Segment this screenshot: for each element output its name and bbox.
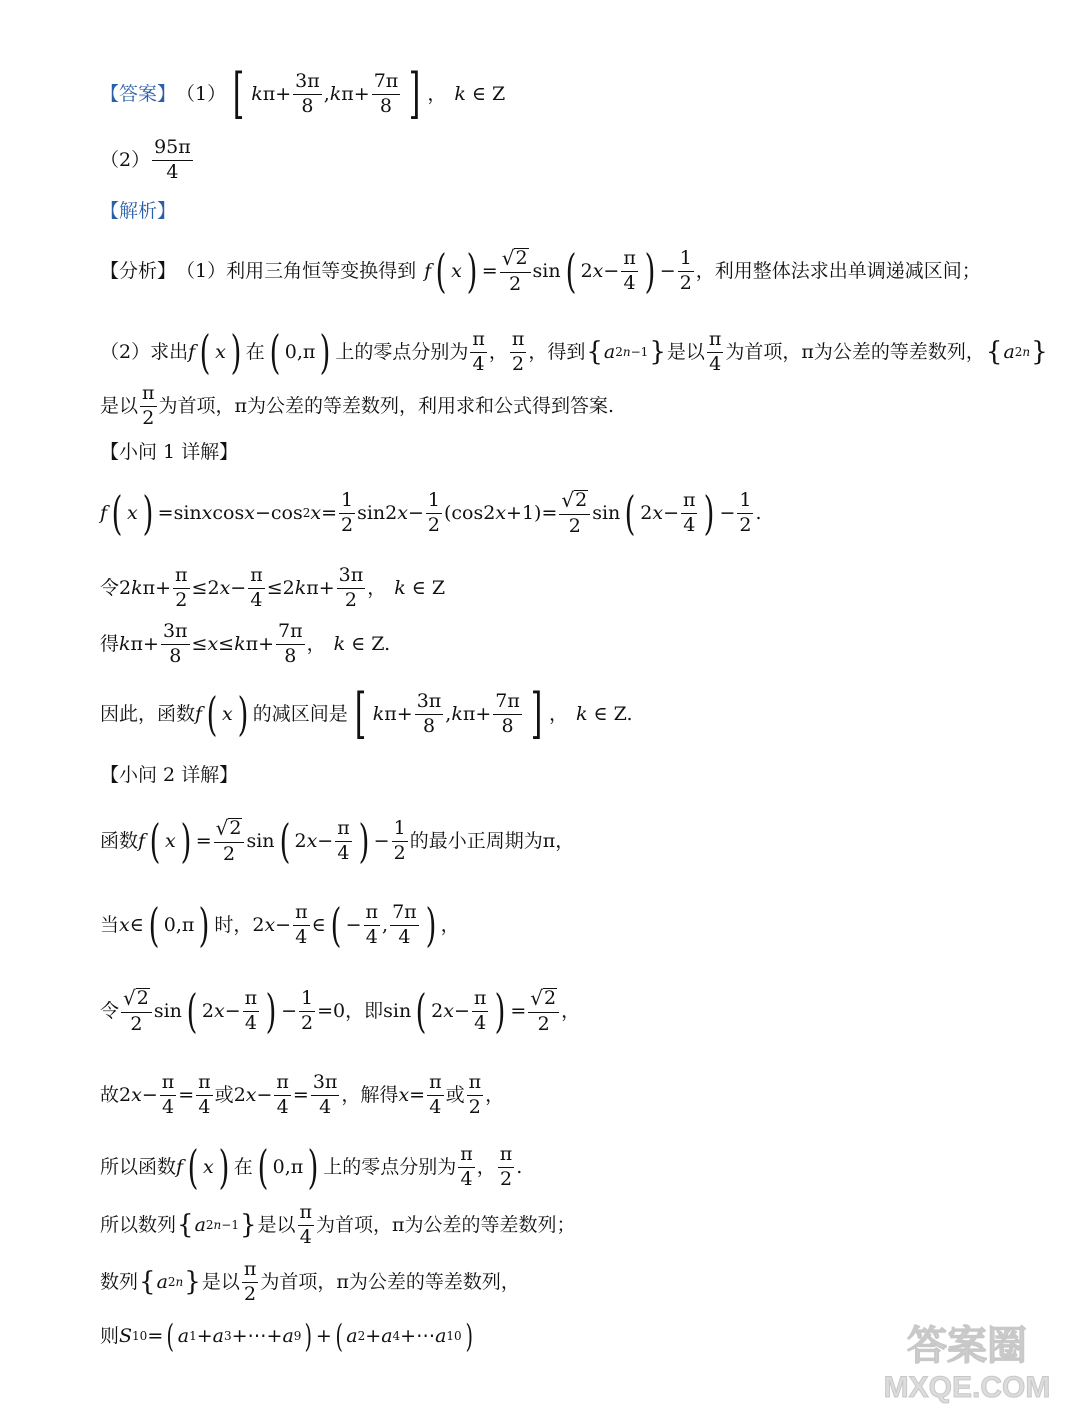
part2-marker: （2）	[100, 148, 151, 171]
watermark-bottom-text: MXQE.COM	[883, 1371, 1051, 1404]
q2-seq-odd-line: 所以数列 { a 2n−1 } 是以 $\frac{\pi}{4}$ 为首项， π 为公差的等差数列；	[100, 1201, 576, 1248]
q2-period-line: 函数 f ( x ) = √ 2 2 sin ( 2 x − $\frac{\pi}{4}$ ) − $\frac{1}{2}$ 的最小正周期为 π，	[100, 813, 575, 868]
part1-marker: （1）	[176, 82, 227, 105]
q2-range-line: 当 x ∈ ( 0,π ) 时， 2 x − $\frac{\pi}{4}$ ∈ ( − $\frac{\pi}{4}$ , $\frac{7\pi}{4}$ ) ，	[100, 897, 460, 952]
fenxi-line1: 【分析】 （1）利用三角恒等变换得到 f ( x ) = √ 2 2 sin ( 2 x − $\frac{\pi}{4}$ ) − $\frac{1}{2}$ ，利用整体法求出单调递减区间；	[100, 243, 981, 298]
q1-detail-label: 【小问 1 详解】	[100, 441, 239, 463]
q1-de-line: 得 k π+ $\frac{3\pi}{8}$ ≤ x ≤ k π+ $\frac{7\pi}{8}$ ， k ∈ Z.	[100, 620, 391, 667]
q1-detail-label-line	[100, 443, 238, 462]
q2-detail-label: 【小问 2 详解】	[100, 764, 239, 786]
q2-detail-label-line	[100, 766, 238, 785]
fenxi-line3: 是以 $\frac{\pi}{2}$ 为首项， π 为公差的等差数列，利用求和公式得到答案.	[100, 382, 615, 429]
analysis-label-line	[100, 202, 176, 221]
q2-zeros-line: 所以函数 f ( x ) 在 ( 0,π ) 上的零点分别为 $\frac{\pi}{4}$ ， $\frac{\pi}{2}$ .	[100, 1139, 523, 1194]
watermark-logo	[872, 1315, 1062, 1405]
q2-solve-line: 故 2 x − $\frac{\pi}{4}$ = $\frac{\pi}{4}$ 或 2 x − $\frac{\pi}{4}$ = $\frac{3\pi}{4}$ ，解得 x = $\frac{\pi}{4}$ 或 $\frac{\pi}{2}$ ，	[100, 1071, 505, 1118]
fenxi-line2: （2）求出 f ( x ) 在 ( 0,π ) 上的零点分别为 $\frac{\pi}{4}$ ， $\frac{\pi}{2}$ ，得到 { a 2n−1 } 是以 $\frac{\pi}{4}$ 为首项， π 为公差的等差数列， { a 2n }	[100, 324, 1048, 379]
answer-label: 【答案】	[100, 82, 177, 105]
q1-derivation-line: f ( x ) =sin x cos x −cos 2 x = $\frac{1}{2}$ sin2 x − $\frac{1}{2}$ (cos2 x +1)= √ 2 2 sin ( 2 x − $\frac{\pi}{4}$ ) − $\frac{1}{2}$ .	[100, 485, 762, 540]
analysis-label: 【解析】	[100, 200, 177, 222]
answer-part1-line: 【答案】 （1） [ k π+ $\frac{3\pi}{8}$ , k π+ $\frac{7\pi}{8}$ ] ， k ∈ Z	[100, 62, 506, 125]
answer-part2-line: （2） $\frac{95\pi}{4}$	[100, 136, 191, 183]
q1-ling-line: 令 2 k π+ $\frac{\pi}{2}$ ≤2 x − $\frac{\pi}{4}$ ≤2 k π+ $\frac{3\pi}{2}$ ， k ∈ Z	[100, 564, 446, 611]
q2-equation-line: 令 √ 2 2 sin ( 2 x − $\frac{\pi}{4}$ ) − $\frac{1}{2}$ =0， 即 sin ( 2 x − $\frac{\pi}{4}$ ) = √ 2 2 ，	[100, 983, 581, 1038]
q2-seq-even-line: 数列 { a 2n } 是以 $\frac{\pi}{2}$ 为首项， π 为公差的等差数列，	[100, 1258, 520, 1305]
q1-conclusion-line: 因此，函数 f ( x ) 的减区间是 [ k π+ $\frac{3\pi}{8}$ , k π+ $\frac{7\pi}{8}$ ] ， k ∈ Z.	[100, 682, 633, 745]
q2-sum-line: 则 S 10 = ( a 1 + a 3 +⋯+ a 9 ) + ( a 2 + a 4 +⋯ a 10 )	[100, 1317, 473, 1355]
watermark-top-text: 答案圈	[907, 1324, 1027, 1368]
fenxi-label: 【分析】	[100, 259, 177, 282]
